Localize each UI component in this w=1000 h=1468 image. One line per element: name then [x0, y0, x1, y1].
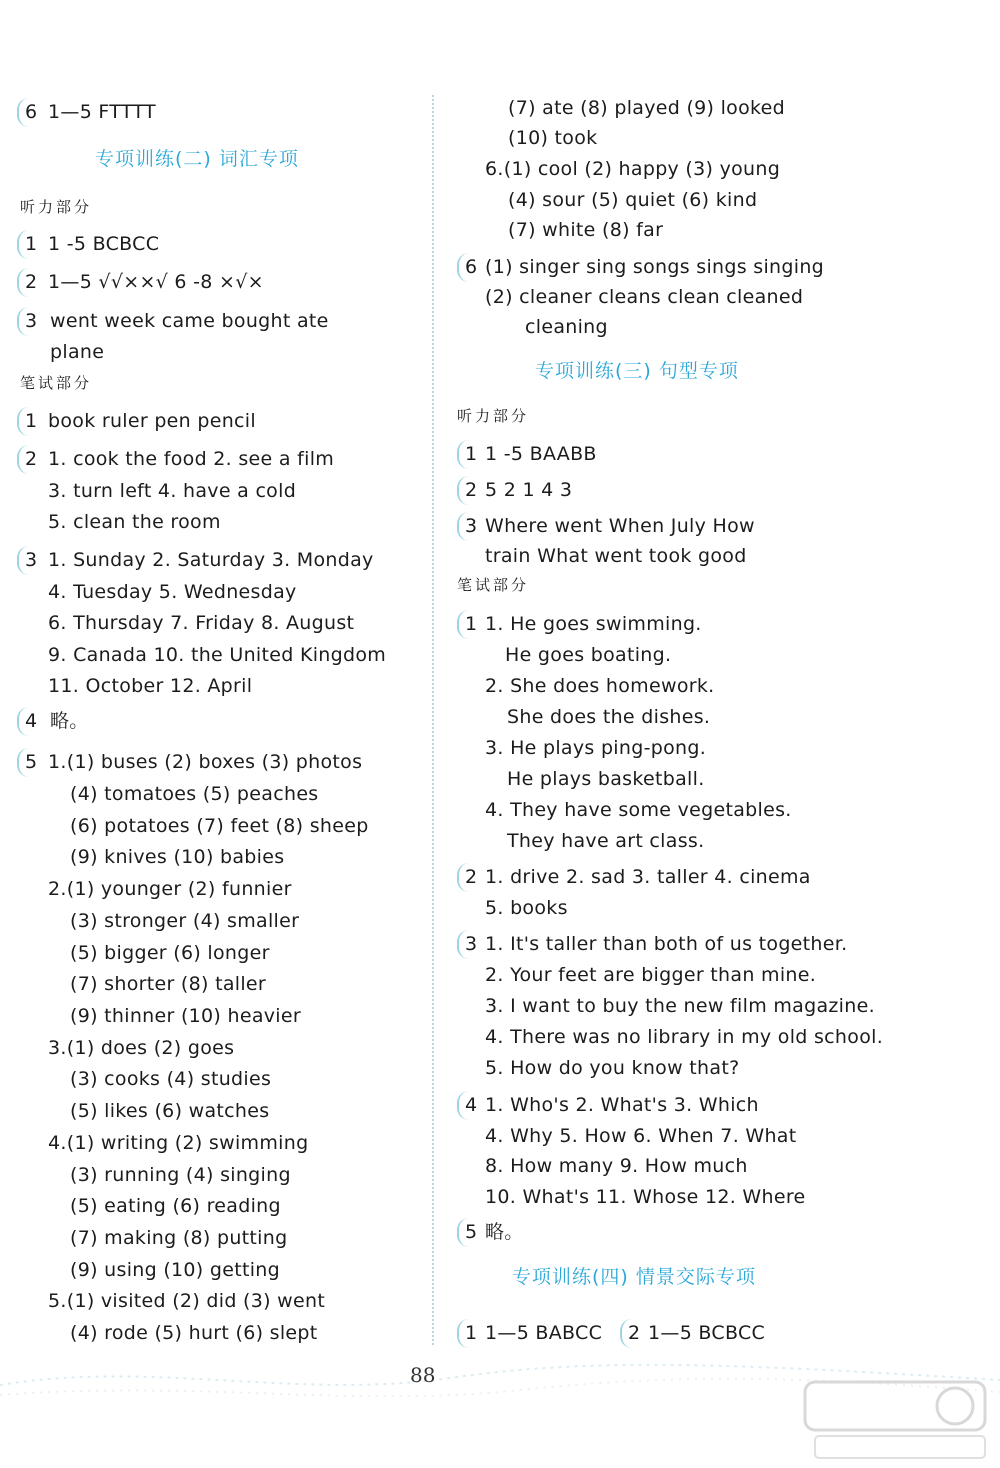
- answer-line: (3) running (4) singing: [70, 1164, 291, 1186]
- page-number: 88: [410, 1363, 436, 1387]
- answer-line: 1—5 FTTTT: [48, 101, 156, 123]
- answer-line: 1—5 BCBCC: [648, 1322, 766, 1344]
- subsection-heading: 笔试部分: [20, 374, 93, 392]
- answer-line: (9) using (10) getting: [70, 1259, 280, 1281]
- answer-line: 3.(1) does (2) goes: [48, 1037, 235, 1059]
- answer-line: 6.(1) cool (2) happy (3) young: [485, 158, 781, 180]
- answer-line: (7) making (8) putting: [70, 1227, 288, 1249]
- section-title: 专项训练(二) 词汇专项: [95, 148, 299, 170]
- question-number: 1: [460, 442, 482, 468]
- answer-line: (3) cooks (4) studies: [70, 1068, 272, 1090]
- question-number: 3: [20, 309, 42, 335]
- question-number: 3: [460, 514, 482, 540]
- question-number: 1: [20, 409, 42, 435]
- answer-line: book ruler pen pencil: [48, 410, 256, 432]
- question-number: 5: [20, 750, 42, 776]
- subsection-heading: 听力部分: [457, 407, 530, 425]
- watermark-logo: [795, 1376, 995, 1464]
- question-number: 3: [20, 548, 42, 574]
- answer-line: 1. It's taller than both of us together.: [485, 933, 848, 955]
- question-number: 1: [460, 612, 482, 638]
- answer-line: 6. Thursday 7. Friday 8. August: [48, 612, 355, 634]
- answer-line: (4) rode (5) hurt (6) slept: [70, 1322, 318, 1344]
- answer-line: She does the dishes.: [507, 706, 711, 728]
- answer-line: plane: [50, 341, 105, 363]
- answer-line: cleaning: [525, 316, 608, 338]
- answer-line: 2.(1) younger (2) funnier: [48, 878, 292, 900]
- answer-line: 4. They have some vegetables.: [485, 799, 792, 821]
- question-number: 2: [20, 270, 42, 296]
- answer-line: (9) thinner (10) heavier: [70, 1005, 301, 1027]
- answer-line: 2. Your feet are bigger than mine.: [485, 964, 817, 986]
- answer-line: 1 -5 BCBCC: [48, 233, 160, 255]
- answer-line: Where went When July How: [485, 515, 755, 537]
- answer-line: 3. turn left 4. have a cold: [48, 480, 297, 502]
- answer-line: (2) cleaner cleans clean cleaned: [485, 286, 804, 308]
- answer-line: 11. October 12. April: [48, 675, 253, 697]
- answer-line: 5. How do you know that?: [485, 1057, 740, 1079]
- answer-line: 5. clean the room: [48, 511, 221, 533]
- answer-line: 1. drive 2. sad 3. taller 4. cinema: [485, 866, 811, 888]
- answer-line: 1. Who's 2. What's 3. Which: [485, 1094, 759, 1116]
- answer-line: 5. books: [485, 897, 568, 919]
- answer-line: He plays basketball.: [507, 768, 705, 790]
- answer-line: 1—5 √√××√ 6 -8 ×√×: [48, 271, 264, 293]
- answer-line: (4) tomatoes (5) peaches: [70, 783, 319, 805]
- question-number: 4: [460, 1093, 482, 1119]
- answer-line: 2. She does homework.: [485, 675, 715, 697]
- column-divider: [432, 95, 434, 1345]
- answer-line: 10. What's 11. Whose 12. Where: [485, 1186, 806, 1208]
- answer-line: (3) stronger (4) smaller: [70, 910, 300, 932]
- answer-line: 1—5 BABCC: [485, 1322, 603, 1344]
- question-number: 5: [460, 1220, 482, 1246]
- answer-line: 5 2 1 4 3: [485, 479, 573, 501]
- answer-line: 1. He goes swimming.: [485, 613, 702, 635]
- answer-line: He goes boating.: [505, 644, 672, 666]
- section-title: 专项训练(四) 情景交际专项: [512, 1266, 756, 1288]
- answer-line: 5.(1) visited (2) did (3) went: [48, 1290, 326, 1312]
- subsection-heading: 笔试部分: [457, 576, 530, 594]
- answer-line: (7) shorter (8) taller: [70, 973, 267, 995]
- answer-line: 4. Why 5. How 6. When 7. What: [485, 1125, 797, 1147]
- question-number: 3: [460, 932, 482, 958]
- answer-line: 3. He plays ping-pong.: [485, 737, 707, 759]
- answer-line: (7) ate (8) played (9) looked: [508, 97, 786, 119]
- answer-line: (5) bigger (6) longer: [70, 942, 270, 964]
- answer-line: went week came bought ate: [50, 310, 329, 332]
- answer-line: 略。: [485, 1221, 524, 1243]
- answer-line: 1.(1) buses (2) boxes (3) photos: [48, 751, 363, 773]
- question-number: 1: [460, 1321, 482, 1347]
- question-number: 1: [20, 232, 42, 258]
- answer-line: 4. There was no library in my old school.: [485, 1026, 884, 1048]
- answer-line: 4. Tuesday 5. Wednesday: [48, 581, 297, 603]
- question-number: 6: [20, 100, 42, 126]
- answer-line: (9) knives (10) babies: [70, 846, 285, 868]
- answer-line: (6) potatoes (7) feet (8) sheep: [70, 815, 369, 837]
- answer-line: 略。: [50, 710, 89, 732]
- answer-line: 8. How many 9. How much: [485, 1155, 748, 1177]
- question-number: 2: [460, 865, 482, 891]
- section-title: 专项训练(三) 句型专项: [535, 360, 739, 382]
- answer-line: 1 -5 BAABB: [485, 443, 597, 465]
- answer-line: (1) singer sing songs sings singing: [485, 256, 825, 278]
- answer-line: (4) sour (5) quiet (6) kind: [508, 189, 758, 211]
- question-number: 2: [623, 1321, 645, 1347]
- answer-line: They have art class.: [507, 830, 705, 852]
- answer-line: 1. Sunday 2. Saturday 3. Monday: [48, 549, 374, 571]
- subsection-heading: 听力部分: [20, 198, 93, 216]
- answer-line: (5) likes (6) watches: [70, 1100, 270, 1122]
- answer-line: 4.(1) writing (2) swimming: [48, 1132, 309, 1154]
- answer-line: 9. Canada 10. the United Kingdom: [48, 644, 387, 666]
- answer-line: (10) took: [508, 127, 598, 149]
- answer-line: train What went took good: [485, 545, 747, 567]
- answer-line: (5) eating (6) reading: [70, 1195, 281, 1217]
- question-number: 2: [460, 478, 482, 504]
- answer-line: (7) white (8) far: [508, 219, 664, 241]
- question-number: 4: [20, 709, 42, 735]
- question-number: 2: [20, 447, 42, 473]
- answer-line: 3. I want to buy the new film magazine.: [485, 995, 875, 1017]
- answer-line: 1. cook the food 2. see a film: [48, 448, 335, 470]
- question-number: 6: [460, 255, 482, 281]
